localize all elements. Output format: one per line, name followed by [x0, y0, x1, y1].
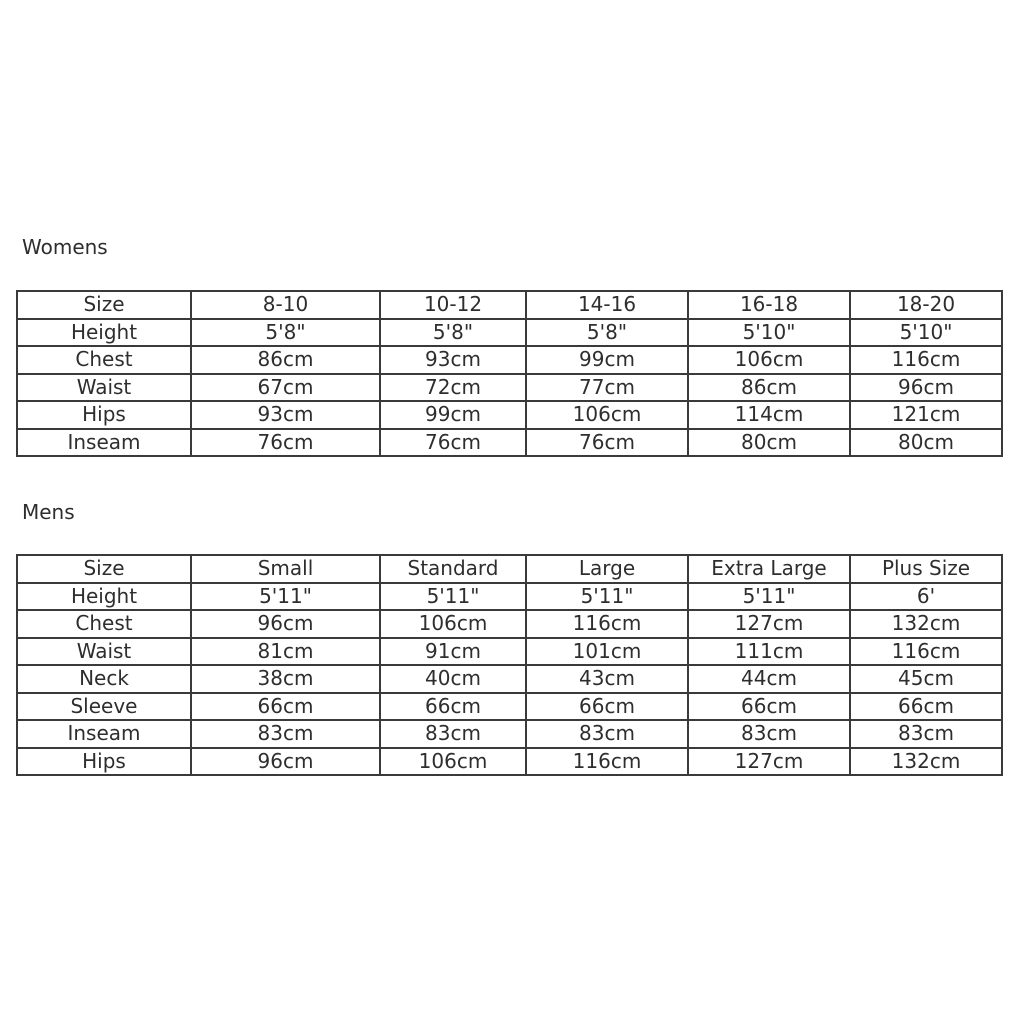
mens-table-row: [17, 720, 1002, 748]
mens-value-cell: 106cm: [380, 748, 526, 776]
womens-value-cell: 5'10": [688, 319, 850, 347]
womens-value-cell: 76cm: [191, 429, 380, 457]
womens-value-cell: 96cm: [850, 374, 1002, 402]
mens-section-title: Mens: [22, 500, 75, 524]
womens-value-cell: 93cm: [380, 346, 526, 374]
mens-value-cell: 106cm: [380, 610, 526, 638]
womens-table-row: [17, 374, 1002, 402]
mens-value-cell: 5'11": [191, 583, 380, 611]
mens-row-label-cell: Inseam: [17, 720, 191, 748]
mens-value-cell: 91cm: [380, 638, 526, 666]
mens-row-label-cell: Hips: [17, 748, 191, 776]
mens-row-label-cell: Size: [17, 555, 191, 583]
mens-table-row: [17, 693, 1002, 721]
mens-value-cell: 101cm: [526, 638, 688, 666]
womens-value-cell: 18-20: [850, 291, 1002, 319]
mens-row-label-cell: Neck: [17, 665, 191, 693]
mens-value-cell: 43cm: [526, 665, 688, 693]
womens-table-row: [17, 401, 1002, 429]
womens-table-row: [17, 291, 1002, 319]
mens-value-cell: 132cm: [850, 748, 1002, 776]
mens-value-cell: 66cm: [688, 693, 850, 721]
mens-value-cell: 83cm: [850, 720, 1002, 748]
womens-value-cell: 99cm: [380, 401, 526, 429]
womens-value-cell: 8-10: [191, 291, 380, 319]
mens-value-cell: 5'11": [688, 583, 850, 611]
womens-value-cell: 76cm: [526, 429, 688, 457]
womens-row-label-cell: Chest: [17, 346, 191, 374]
mens-value-cell: 116cm: [850, 638, 1002, 666]
womens-section-title: Womens: [22, 235, 108, 259]
womens-value-cell: 106cm: [688, 346, 850, 374]
mens-table-row: [17, 555, 1002, 583]
mens-table-row: [17, 610, 1002, 638]
mens-value-cell: 5'11": [380, 583, 526, 611]
mens-value-cell: Large: [526, 555, 688, 583]
womens-value-cell: 86cm: [688, 374, 850, 402]
mens-value-cell: 96cm: [191, 748, 380, 776]
mens-value-cell: 66cm: [526, 693, 688, 721]
womens-value-cell: 5'10": [850, 319, 1002, 347]
mens-value-cell: 83cm: [526, 720, 688, 748]
womens-value-cell: 77cm: [526, 374, 688, 402]
womens-table-row: [17, 319, 1002, 347]
womens-table-row: [17, 346, 1002, 374]
womens-value-cell: 10-12: [380, 291, 526, 319]
womens-value-cell: 16-18: [688, 291, 850, 319]
womens-row-label-cell: Waist: [17, 374, 191, 402]
womens-table-row: [17, 429, 1002, 457]
womens-value-cell: 80cm: [850, 429, 1002, 457]
womens-row-label-cell: Size: [17, 291, 191, 319]
womens-value-cell: 93cm: [191, 401, 380, 429]
mens-value-cell: 111cm: [688, 638, 850, 666]
womens-value-cell: 99cm: [526, 346, 688, 374]
mens-value-cell: 116cm: [526, 748, 688, 776]
mens-value-cell: 127cm: [688, 610, 850, 638]
mens-value-cell: 127cm: [688, 748, 850, 776]
womens-value-cell: 121cm: [850, 401, 1002, 429]
mens-row-label-cell: Sleeve: [17, 693, 191, 721]
womens-value-cell: 67cm: [191, 374, 380, 402]
womens-row-label-cell: Hips: [17, 401, 191, 429]
mens-value-cell: 116cm: [526, 610, 688, 638]
mens-value-cell: 83cm: [688, 720, 850, 748]
mens-value-cell: 66cm: [191, 693, 380, 721]
womens-value-cell: 72cm: [380, 374, 526, 402]
mens-value-cell: 83cm: [380, 720, 526, 748]
womens-row-label-cell: Height: [17, 319, 191, 347]
mens-value-cell: Small: [191, 555, 380, 583]
mens-value-cell: 40cm: [380, 665, 526, 693]
mens-value-cell: 83cm: [191, 720, 380, 748]
mens-row-label-cell: Waist: [17, 638, 191, 666]
mens-table-row: [17, 638, 1002, 666]
womens-value-cell: 114cm: [688, 401, 850, 429]
womens-value-cell: 116cm: [850, 346, 1002, 374]
mens-value-cell: 96cm: [191, 610, 380, 638]
womens-value-cell: 76cm: [380, 429, 526, 457]
mens-value-cell: Standard: [380, 555, 526, 583]
mens-size-table: [16, 554, 1003, 776]
womens-value-cell: 80cm: [688, 429, 850, 457]
mens-row-label-cell: Height: [17, 583, 191, 611]
mens-value-cell: 5'11": [526, 583, 688, 611]
womens-value-cell: 86cm: [191, 346, 380, 374]
womens-value-cell: 5'8": [380, 319, 526, 347]
womens-row-label-cell: Inseam: [17, 429, 191, 457]
mens-value-cell: 66cm: [850, 693, 1002, 721]
mens-value-cell: 45cm: [850, 665, 1002, 693]
mens-value-cell: Plus Size: [850, 555, 1002, 583]
mens-value-cell: 81cm: [191, 638, 380, 666]
womens-value-cell: 5'8": [526, 319, 688, 347]
mens-value-cell: 132cm: [850, 610, 1002, 638]
mens-table-row: [17, 583, 1002, 611]
mens-table-row: [17, 665, 1002, 693]
mens-value-cell: Extra Large: [688, 555, 850, 583]
womens-value-cell: 106cm: [526, 401, 688, 429]
mens-row-label-cell: Chest: [17, 610, 191, 638]
mens-value-cell: 38cm: [191, 665, 380, 693]
mens-table-row: [17, 748, 1002, 776]
mens-value-cell: 44cm: [688, 665, 850, 693]
womens-size-table: [16, 290, 1003, 457]
womens-value-cell: 5'8": [191, 319, 380, 347]
mens-value-cell: 6': [850, 583, 1002, 611]
womens-value-cell: 14-16: [526, 291, 688, 319]
mens-value-cell: 66cm: [380, 693, 526, 721]
